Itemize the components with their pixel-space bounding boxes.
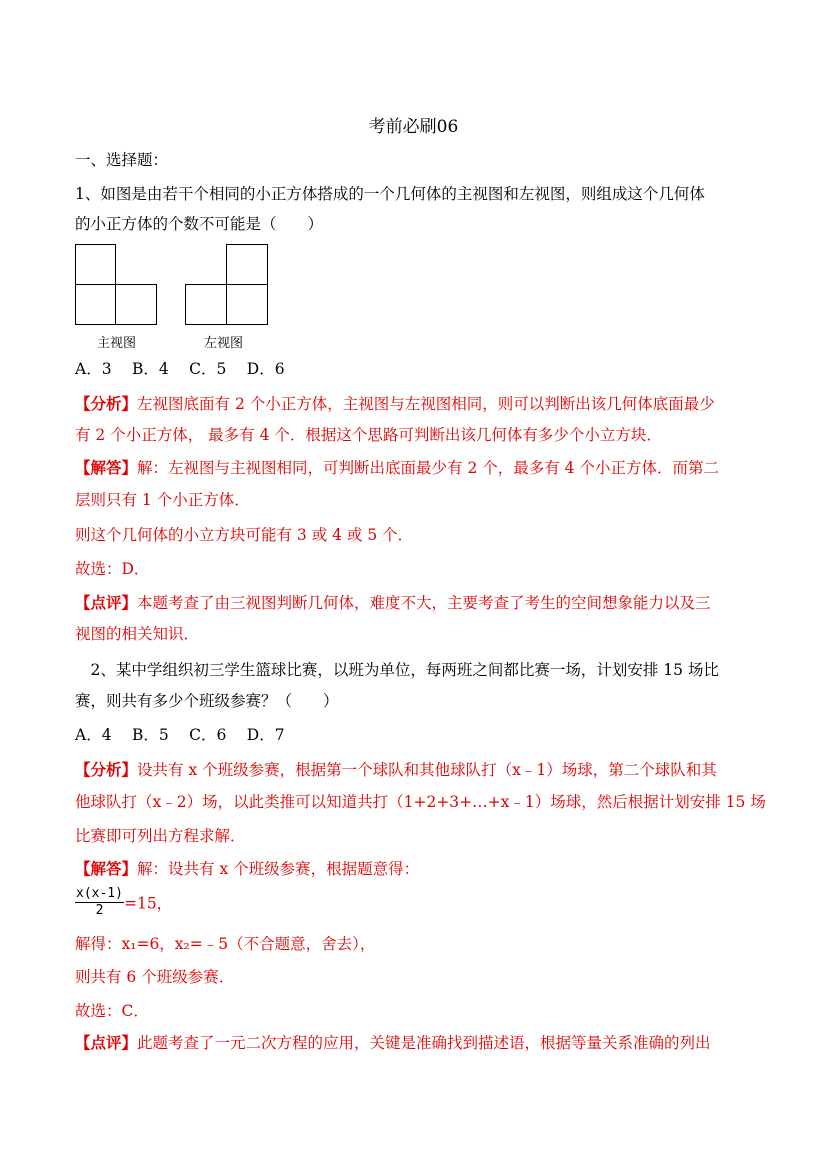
fraction-denominator: 2 [95, 903, 104, 918]
q2-analysis-line2: 他球队打（x﹣2）场，以此类推可以知道共打（1+2+3+…+x﹣1）场球，然后根据计划安排 15 场 [75, 793, 766, 811]
q1-analysis-line1: 【分析】左视图底面有 2 个小正方体，主视图与左视图相同，则可以判断出该几何体底面最少 [75, 394, 715, 413]
q2-analysis-line3: 比赛即可列出方程求解． [75, 827, 246, 845]
q2-result: 则共有 6 个班级参赛． [75, 968, 235, 986]
q2-text-line2: 赛，则共有多少个班级参赛？（ ） [75, 692, 339, 710]
answer-tag: 【解答】 [75, 458, 138, 477]
section-heading: 一、选择题： [75, 151, 169, 169]
q1-answer-line2: 层则只有 1 个小正方体． [75, 491, 250, 509]
left-view-figure [185, 244, 269, 328]
q1-comment-line2: 视图的相关知识． [75, 625, 200, 643]
front-view-figure [75, 244, 159, 328]
q1-options: A．3 B．4 C．5 D．6 [75, 360, 285, 378]
q1-answer-line3: 则这个几何体的小立方块可能有 3 或 4 或 5 个． [75, 526, 414, 544]
q2-analysis-line1: 【分析】设共有 x 个班级参赛，根据第一个球队和其他球队打（x﹣1）场球，第二个球队和其 [75, 760, 717, 779]
fraction-equation [75, 886, 172, 919]
q1-text-line1: 1、如图是由若干个相同的小正方体搭成的一个几何体的主视图和左视图，则组成这个几何体 [75, 185, 705, 203]
q1-choice: 故选：D． [75, 560, 150, 578]
q2-comment-line1: 【点评】此题考查了一元二次方程的应用，关键是准确找到描述语，根据等量关系准确的列出 [75, 1033, 711, 1052]
left-view-label: 左视图 [204, 335, 244, 350]
q2-text-line1: 2、某中学组织初三学生篮球比赛，以班为单位，每两班之间都比赛一场，计划安排 15 场比 [75, 661, 719, 679]
fraction-numerator: x(x-1) [76, 886, 123, 901]
q2-options: A．4 B．5 C．6 D．7 [75, 726, 285, 744]
q2-answer-line1: 【解答】解：设共有 x 个班级参赛，根据题意得： [75, 859, 420, 878]
comment-tag: 【点评】 [75, 593, 138, 612]
front-view-label: 主视图 [97, 335, 137, 350]
analysis-tag: 【分析】 [75, 394, 138, 413]
q2-solve: 解得：x₁=6，x₂=﹣5（不合题意，舍去）， [75, 935, 376, 953]
q2-choice: 故选：C． [75, 1002, 149, 1020]
q1-analysis-line2: 有 2 个小正方体， 最多有 4 个．根据这个思路可判断出该几何体有多少个小立方块． [75, 426, 662, 444]
q1-text-line2: 的小正方体的个数不可能是（ ） [75, 215, 324, 233]
q1-answer-line1: 【解答】解：左视图与主视图相同，可判断出底面最少有 2 个，最多有 4 个小正方体．而第二 [75, 458, 719, 477]
equation-rhs: =15， [123, 894, 173, 913]
q1-comment-line1: 【点评】本题考查了由三视图判断几何体，难度不大，主要考查了考生的空间想象能力以及三 [75, 593, 711, 612]
page-title: 考前必刷06 [368, 117, 459, 137]
